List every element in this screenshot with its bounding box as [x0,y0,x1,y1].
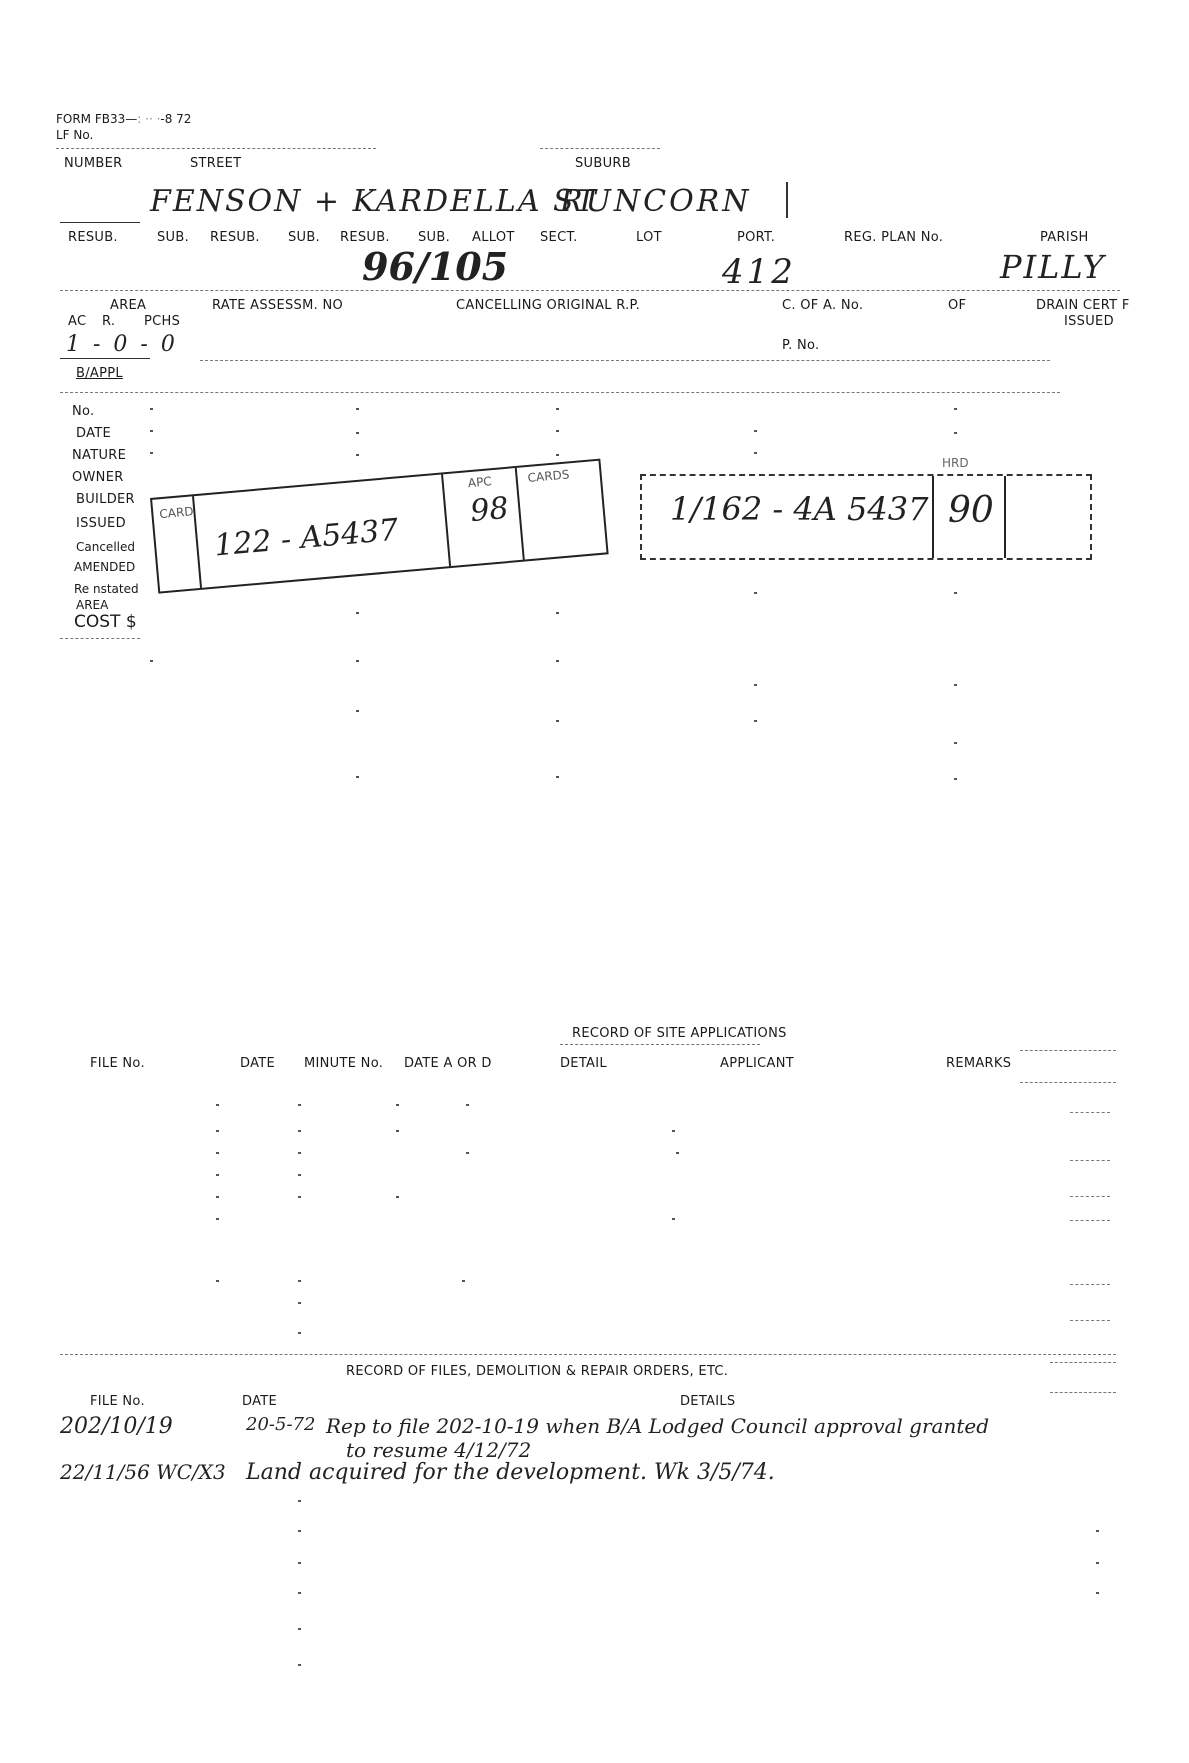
card-stamp-right-ref: 1/162 - 4A 5437 [670,490,929,528]
area-unit-ac: AC [68,314,87,329]
parish-value: PILLY [1000,248,1106,286]
bappl-nature-label: NATURE [72,448,127,463]
resub-value: 96/105 [362,244,509,289]
port-label: PORT. [737,230,776,245]
files-entry-1-date: 20-5-72 [246,1414,316,1435]
bappl-builder-label: BUILDER [76,492,135,507]
form-id: FORM FB33—: ·· ·-8 72 [56,112,192,126]
bappl-cancelled-label: Cancelled [76,540,135,554]
card-stamp-right-header: HRD [942,456,969,470]
card-stamp-ref: 122 - A5437 [212,512,400,564]
card-stamp-apc-value: 98 [468,490,510,530]
area-value: 1 - 0 - 0 [66,332,178,357]
card-stamp-label: CARD [158,504,195,522]
area-unit-r: R. [102,314,116,329]
bappl-area-label: AREA [76,598,109,612]
site-col-date-a-or-d: DATE A OR D [404,1056,492,1071]
files-col-date: DATE [242,1394,278,1409]
bappl-reinstated-label: Re nstated [74,582,139,596]
of-label: OF [948,298,967,313]
files-entry-1-details: Rep to file 202-10-19 when B/A Lodged Council approval granted [326,1414,990,1438]
suburb-value: RUNCORN [560,184,752,219]
street-label: STREET [190,156,242,171]
bappl-title: B/APPL [76,366,123,381]
site-col-detail: DETAIL [560,1056,607,1071]
issued-label: ISSUED [1064,314,1114,329]
area-unit-pchs: PCHS [144,314,181,329]
drain-cert-label: DRAIN CERT F [1036,298,1130,313]
files-entry-2-details: to resume 4/12/72 [346,1438,532,1462]
cancelling-label: CANCELLING ORIGINAL R.P. [456,298,641,313]
number-label: NUMBER [64,156,123,171]
site-col-minute-no: MINUTE No. [304,1056,384,1071]
files-col-details: DETAILS [680,1394,736,1409]
rate-assessment-label: RATE ASSESSM. NO [212,298,344,313]
bappl-owner-label: OWNER [72,470,124,485]
resub-label-2: RESUB. [210,230,260,245]
c-of-a-label: C. OF A. No. [782,298,864,313]
bappl-date-label: DATE [76,426,112,441]
lf-number-label: LF No. [56,128,94,142]
street-value: FENSON + KARDELLA ST [150,184,598,219]
allot-label: ALLOT [472,230,515,245]
bappl-amended-label: AMENDED [74,560,136,574]
p-no-label: P. No. [782,338,820,353]
files-record-title: RECORD OF FILES, DEMOLITION & REPAIR ORDERS, ETC. [346,1364,729,1379]
sub-label-3: SUB. [418,230,451,245]
suburb-label: SUBURB [575,156,631,171]
card-stamp-left [150,459,609,594]
bappl-issued-label: ISSUED [76,516,126,531]
files-entry-3-file: 22/11/56 WC/X3 [60,1460,226,1484]
site-applications-title: RECORD OF SITE APPLICATIONS [572,1026,787,1041]
card-stamp-right [640,456,1092,560]
files-entry-1-file: 202/10/19 [60,1414,173,1439]
port-value: 412 [722,252,796,292]
sect-label: SECT. [540,230,578,245]
bappl-cost-label: COST $ [74,612,137,632]
files-entry-3-details: Land acquired for the development. Wk 3/5/74. [246,1460,775,1485]
card-stamp-right-num: 90 [948,490,994,531]
lot-label: LOT [636,230,662,245]
site-col-date: DATE [240,1056,276,1071]
area-label: AREA [110,298,147,313]
card-stamp-apc-label: APC [467,474,493,491]
site-col-applicant: APPLICANT [720,1056,794,1071]
site-col-remarks: REMARKS [946,1056,1012,1071]
files-col-file-no: FILE No. [90,1394,145,1409]
resub-label-3: RESUB. [340,230,390,245]
reg-plan-label: REG. PLAN No. [844,230,944,245]
parish-label: PARISH [1040,230,1089,245]
bappl-no-label: No. [72,404,95,419]
sub-label: SUB. [157,230,190,245]
site-col-file-no: FILE No. [90,1056,145,1071]
sub-label-2: SUB. [288,230,321,245]
resub-label: RESUB. [68,230,118,245]
card-stamp-cards-label: CARDS [527,467,570,485]
